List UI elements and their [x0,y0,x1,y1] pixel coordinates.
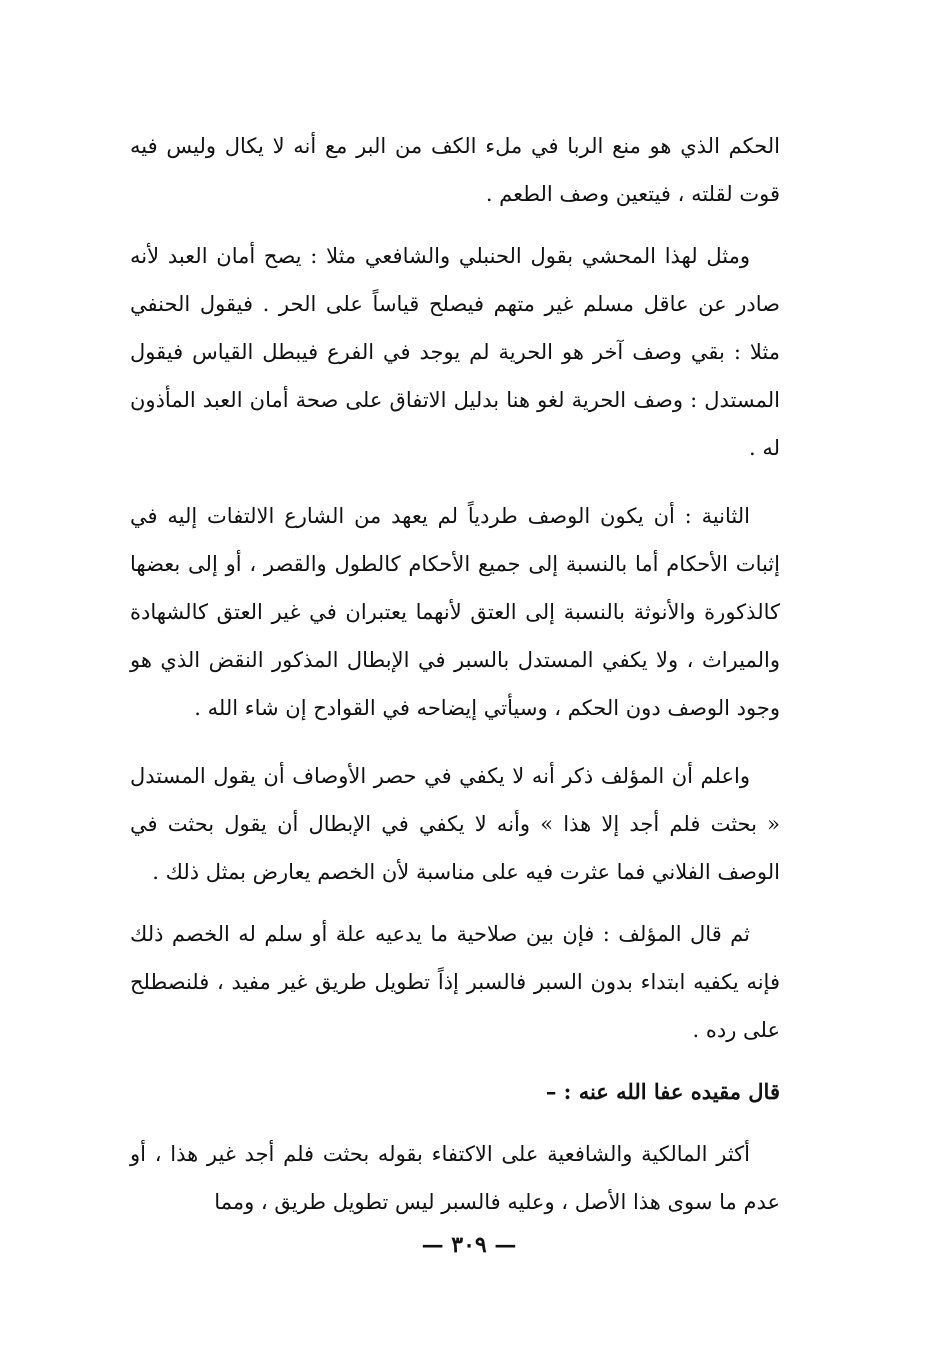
page-number: — ٣٠٩ — [421,1232,517,1258]
paragraph-6: أكثر المالكية والشافعية على الاكتفاء بقوله بحثت فلم أجد غير هذا ، أو عدم ما سوى هذا الأصل ، وعليه فالسبر ليس تطويل طريق ، ومما [130,1142,780,1214]
spacer [130,472,780,492]
page-body [130,122,780,1226]
spacer [130,732,780,752]
paragraph-2: ومثل لهذا المحشي بقول الحنبلي والشافعي مثلا : يصح أمان العبد لأنه صادر عن عاقل مسلم غير متهم فيصلح قياساً على الحر . فيقول الحنفي مثلا : بقي وصف آخر هو الحرية لم يوجد في الفرع فيبطل القياس فيقول المستدل : وصف الحرية لغو هنا بدليل الاتفاق على صحة أمان العبد المأذون له . [130,244,780,460]
section-heading: قال مقيده عفا الله عنه : – [545,1079,780,1104]
spacer [130,1054,780,1068]
paragraph-1: الحكم الذي هو منع الربا في ملء الكف من البر مع أنه لا يكال وليس فيه قوت لقلته ، فيتعين وصف الطعم . [130,134,780,206]
paragraph-5: ثم قال المؤلف : فإن بين صلاحية ما يدعيه علة أو سلم له الخصم ذلك فإنه يكفيه ابتداء بدون السبر فالسبر إذاً تطويل طريق غير مفيد ، فلنصطلح على رده . [130,922,780,1042]
spacer [130,896,780,910]
spacer [130,218,780,232]
spacer [130,1116,780,1130]
paragraph-4: واعلم أن المؤلف ذكر أنه لا يكفي في حصر الأوصاف أن يقول المستدل « بحثت فلم أجد إلا هذا » وأنه لا يكفي في الإبطال أن يقول بحثت في الوصف الفلاني فما عثرت فيه على مناسبة لأن الخصم يعارض بمثل ذلك . [130,764,780,884]
paragraph-3: الثانية : أن يكون الوصف طردياً لم يعهد من الشارع الالتفات إليه في إثبات الأحكام أما بالنسبة إلى جميع الأحكام كالطول والقصر ، أو إلى بعضها كالذكورة والأنوثة بالنسبة إلى العتق لأنهما يعتبران في غير العتق كالشهادة والميراث ، ولا يكفي المستدل بالسبر في الإبطال المذكور النقض الذي هو وجود الوصف دون الحكم ، وسيأتي إيضاحه في القوادح إن شاء الله . [130,504,780,720]
